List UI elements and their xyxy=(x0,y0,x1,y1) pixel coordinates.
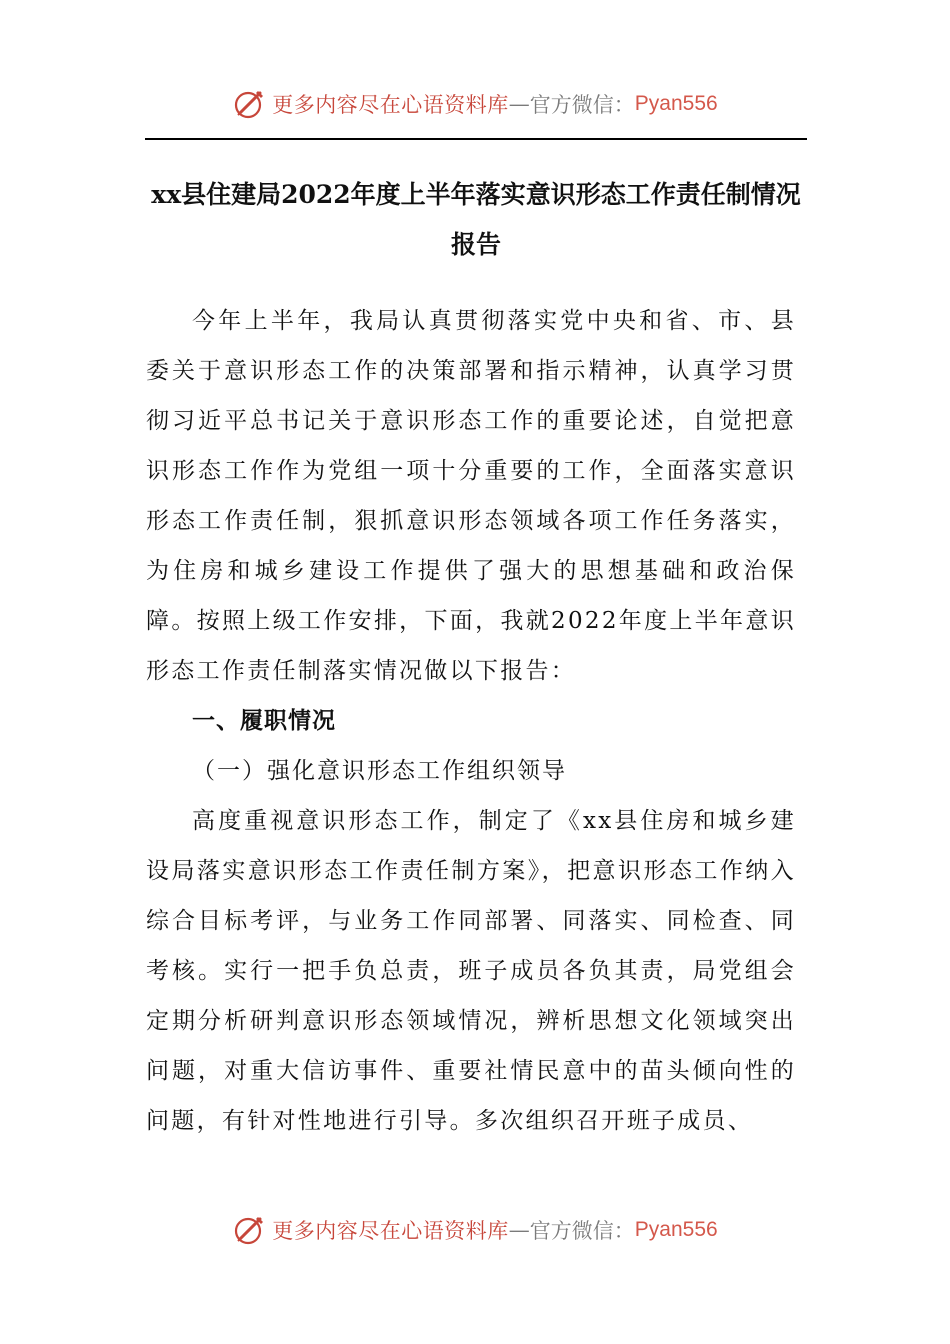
watermark-official: 官方微信： xyxy=(529,1219,635,1243)
section-heading: 一、履职情况 xyxy=(192,708,336,734)
pen-circle-icon xyxy=(232,1213,266,1247)
header-divider xyxy=(145,138,807,140)
watermark-header xyxy=(0,84,950,124)
body-paragraph: 高度重视意识形态工作，制定了《xx县住房和城乡建设局落实意识形态工作责任制方案》，把意识形态工作纳入综合目标考评，与业务工作同部署、同落实、同检查、同考核。实行一把手负总责，班子成员各负其责，局党组会定期分析研判意识形态领域情况，辨析思想文化领域突出问题，对重大信访事件、重要社情民意中的苗头倾向性的问题，有针对性地进行引导。多次组织召开班子成员、 xyxy=(146,808,796,1134)
intro-paragraph: 今年上半年，我局认真贯彻落实党中央和省、市、县委关于意识形态工作的决策部署和指示精神，认真学习贯彻习近平总书记关于意识形态工作的重要论述，自觉把意识形态工作作为党组一项十分重要的工作，全面落实意识形态工作责任制，狠抓意识形态领域各项工作任务落实，为住房和城乡建设工作提供了强大的思想基础和政治保障。按照上级工作安排，下面，我就2022年度上半年意识形态工作责任制落实情况做以下报告： xyxy=(146,308,796,684)
subsection-heading: （一）强化意识形态工作组织领导 xyxy=(192,758,567,784)
watermark-dash: — xyxy=(508,92,530,116)
watermark-wechat-id: Pyan556 xyxy=(634,1218,718,1241)
watermark-dash: — xyxy=(508,1218,530,1242)
document-body xyxy=(146,296,796,1146)
pen-circle-icon xyxy=(232,87,266,121)
watermark-wechat-id: Pyan556 xyxy=(634,92,718,115)
watermark-footer xyxy=(0,1210,950,1250)
watermark-site: 更多内容尽在心语资料库 xyxy=(272,93,509,117)
document-title: xx县住建局2022年度上半年落实意识形态工作责任制情况报告 xyxy=(151,180,801,259)
watermark-official: 官方微信： xyxy=(529,93,635,117)
watermark-site: 更多内容尽在心语资料库 xyxy=(272,1219,509,1243)
